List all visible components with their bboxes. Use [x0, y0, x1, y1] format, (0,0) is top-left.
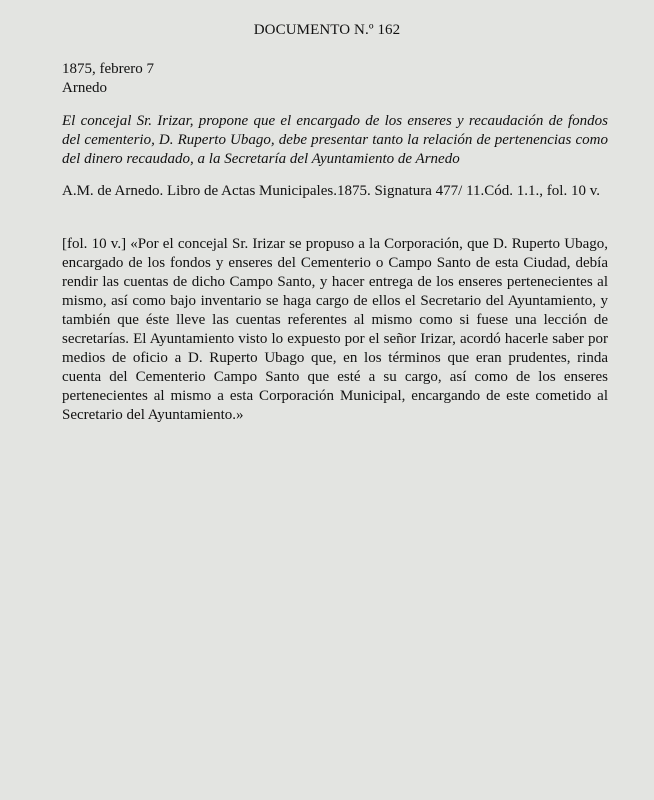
archival-source: A.M. de Arnedo. Libro de Actas Municipales.1875. Signatura 477/ 11.Cód. 1.1., fol. 10 v.	[62, 183, 600, 199]
date-place-block	[62, 60, 154, 98]
transcription-body: [fol. 10 v.] «Por el concejal Sr. Irizar se propuso a la Corporación, que D. Ruperto Ubago, encargado de los fondos y enseres del Cementerio o Campo Santo de esta Ciudad, debía rendir las cuentas de dicho Campo Santo, y hacer entrega de los enseres pertenecientes al mismo, así como bajo inventario se haga cargo de ellos el Secretario del Ayuntamiento, y también que éste lleve las cuentas referentes al mismo como si fuese una lección de secretarías. El Ayuntamiento visto lo expuesto por el señor Irizar, acordó hacerle saber por medios de oficio a D. Ruperto Ubago que, en los términos que eran prudentes, rinda cuenta del Cementerio Campo Santo que esté a su cargo, así como de los enseres pertenecientes al mismo a esta Corporación Municipal, encargando de este cometido al Secretario del Ayuntamiento.»	[62, 236, 608, 423]
document-summary: El concejal Sr. Irizar, propone que el encargado de los enseres y recaudación de fondos del cementerio, D. Ruperto Ubago, debe presentar tanto la relación de pertenencias como del dinero recaudado, a la Secretaría del Ayuntamiento de Arnedo	[62, 113, 608, 167]
document-date: 1875, febrero 7	[62, 61, 155, 77]
document-title: DOCUMENTO N.º 162	[253, 22, 401, 38]
document-place: Arnedo	[62, 80, 107, 96]
